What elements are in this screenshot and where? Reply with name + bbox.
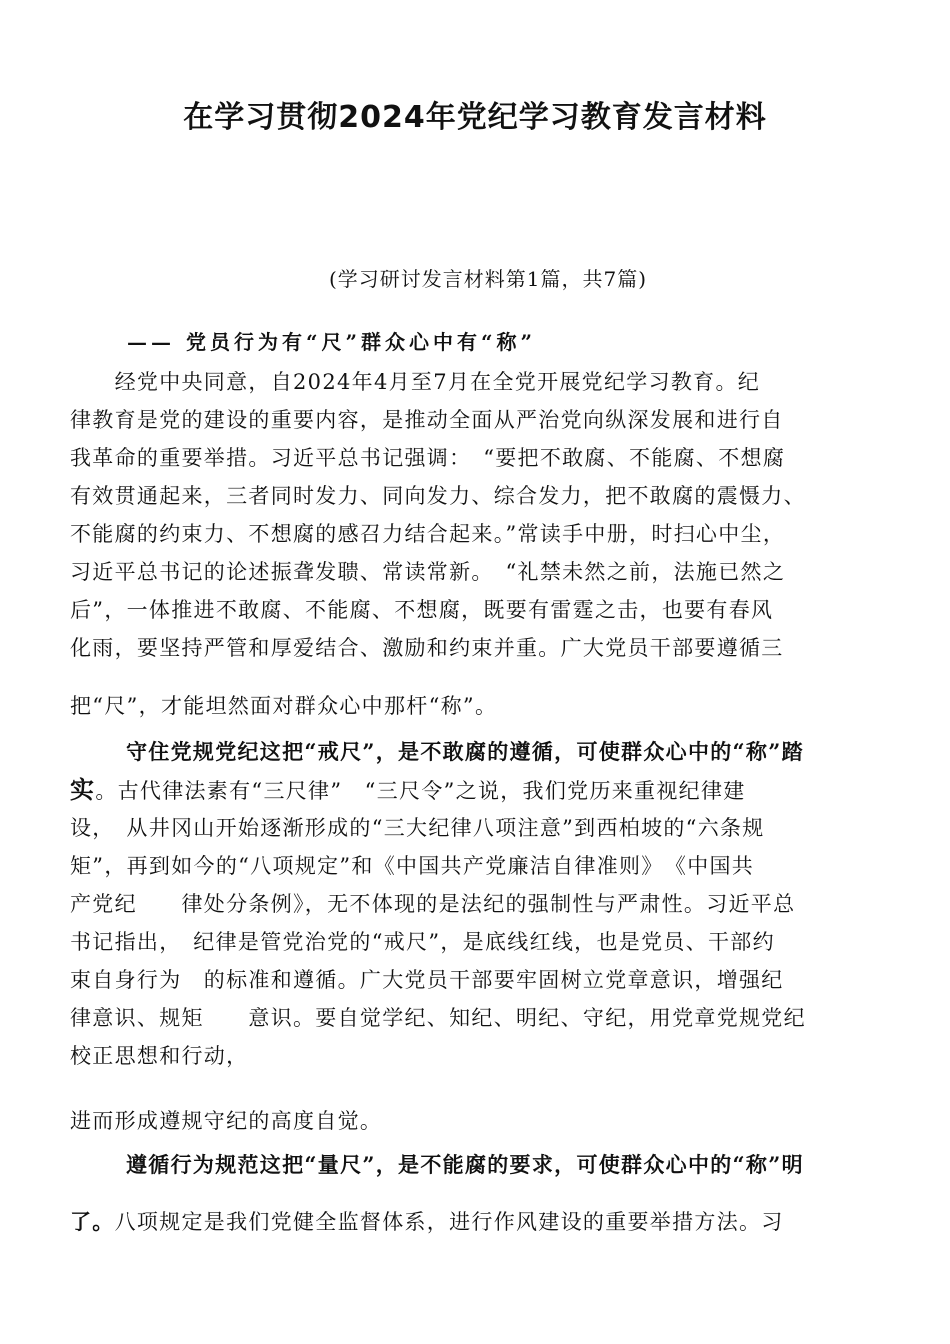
paragraph-line: 书记指出， 纪律是管党治党的“戒尺”，是底线红线，也是党员、干部约	[70, 930, 775, 954]
paragraph-3	[70, 1146, 896, 1184]
paragraph-line: 经党中央同意，自2024年4月至7月在全党开展党纪学习教育。纪	[70, 370, 761, 394]
document-subtitle: (学习研讨发言材料第1篇，共7篇)	[329, 267, 648, 291]
paragraph-line: 不能腐的约束力、不想腐的感召力结合起来。”常读手中册，时扫心中尘，	[70, 522, 786, 546]
paragraph-line: 有效贯通起来，三者同时发力、同向发力、综合发力，把不敢腐的震慑力、	[70, 484, 806, 508]
paragraph-line: 我革命的重要举措。习近平总书记强调： “要把不敢腐、不能腐、不想腐	[70, 446, 786, 470]
paragraph-3-line-2	[70, 1203, 896, 1241]
paragraph-line: 束自身行为 的标准和遵循。广大党员干部要牢固树立党章意识，增强纪	[70, 968, 784, 992]
paragraph-line: 习近平总书记的论述振聋发聩、常读常新。 “礼禁未然之前，法施已然之	[70, 560, 786, 584]
paragraph-lead-bold: 遵循行为规范这把“量尺”，是不能腐的要求，可使群众心中的“称”明	[126, 1152, 804, 1177]
paragraph-line: 律教育是党的建设的重要内容，是推动全面从严治党向纵深发展和进行自	[70, 408, 784, 432]
paragraph-1	[70, 363, 896, 667]
paragraph-line: 把“尺”，才能坦然面对群众心中那杆“称”。	[70, 694, 498, 718]
paragraph-lead-bold-end: 了。	[70, 1209, 115, 1234]
paragraph-lead-bold-end: 实	[70, 775, 96, 804]
section-heading: —— 党员行为有“尺”群众心中有“称”	[127, 330, 536, 354]
paragraph-line: 产党纪 律处分条例》，无不体现的是法纪的强制性与严肃性。习近平总	[70, 892, 796, 916]
document-title: 在学习贯彻2024年党纪学习教育发言材料	[183, 100, 767, 135]
paragraph-line: 律意识、规矩 意识。要自觉学纪、知纪、明纪、守纪，用党章党规党纪	[70, 1006, 806, 1030]
paragraph-line	[70, 1203, 896, 1241]
paragraph-2-last-line	[70, 1102, 896, 1140]
paragraph-line-rest: 。古代律法素有“三尺律” “三尺令”之说，我们党历来重视纪律建	[95, 779, 746, 803]
paragraph-line: 矩”，再到如今的“八项规定”和《中国共产党廉洁自律准则》 《中国共	[70, 854, 755, 878]
paragraph-lead-bold: 守住党规党纪这把“戒尺”，是不敢腐的遵循，可使群众心中的“称”踏	[126, 739, 804, 764]
paragraph-line-rest: 八项规定是我们党健全监督体系，进行作风建设的重要举措方法。习	[114, 1210, 784, 1234]
paragraph-line: 后”，一体推进不敢腐、不能腐、不想腐，既要有雷霆之击，也要有春风	[70, 598, 774, 622]
paragraph-line	[70, 771, 896, 809]
paragraph-line: 化雨，要坚持严管和厚爱结合、激励和约束并重。广大党员干部要遵循三	[70, 636, 784, 660]
paragraph-line: 校正思想和行动，	[70, 1044, 249, 1068]
paragraph-line: 进而形成遵规守纪的高度自觉。	[70, 1109, 383, 1133]
paragraph-1-last-line	[70, 687, 896, 725]
paragraph-line: 设， 从井冈山开始逐渐形成的“三大纪律八项注意”到西柏坡的“六条规	[70, 816, 765, 840]
paragraph-2	[70, 733, 896, 1075]
